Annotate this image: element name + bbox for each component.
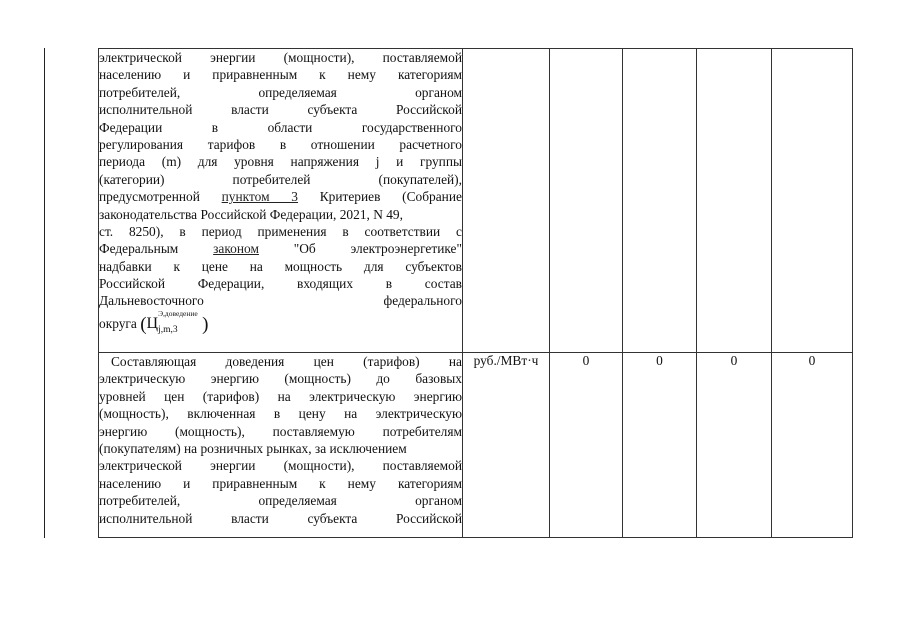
text-line: уровней цен (тарифов) на электрическую энергию	[99, 388, 462, 404]
value-cell: 0	[772, 353, 853, 538]
text-line: ст. 8250), в период применения в соответствии с	[99, 223, 462, 239]
text-line: Дальневосточного федерального	[99, 293, 462, 309]
text-line: надбавки к цене на мощность для субъектов	[99, 258, 462, 274]
formula-superscript: Э,доведение	[158, 308, 198, 318]
text-line	[99, 188, 462, 205]
text-line: периода (m) для уровня напряжения j и группы	[99, 154, 462, 170]
unit-cell	[463, 49, 550, 353]
formula-line	[99, 310, 462, 340]
value-cell	[697, 49, 772, 353]
value-cell	[623, 49, 697, 353]
value-cell: 0	[550, 353, 623, 538]
text-line: исполнительной власти субъекта Российской	[99, 510, 462, 526]
text-line: Федерации в области государственного	[99, 119, 462, 135]
formula-indices	[158, 308, 202, 335]
text-line: Российской Федерации, входящих в состав	[99, 276, 462, 292]
link-zakon[interactable]: законом	[213, 241, 259, 257]
text-line: (покупателям) на розничных рынках, за исключением	[99, 440, 407, 456]
text-line: электрической энергии (мощности), поставляемой	[99, 50, 462, 65]
text-line: (категории) потребителей (покупателей),	[99, 171, 462, 187]
document-table	[98, 48, 853, 538]
text-fragment: округа	[99, 315, 137, 331]
text-line: исполнительной власти субъекта Российской	[99, 102, 462, 118]
formula-paren-close: )	[202, 313, 209, 335]
description-cell	[99, 49, 463, 353]
text-line: населению и приравненным к нему категориям	[99, 475, 462, 491]
link-punkt-3[interactable]: пунктом 3	[221, 189, 298, 205]
formula-paren-open: (	[140, 313, 147, 335]
table-row	[99, 353, 853, 538]
text-fragment: Критериев (Собрание	[319, 189, 462, 205]
value-cell: 0	[697, 353, 772, 538]
unit-cell: руб./МВт·ч	[463, 353, 550, 538]
text-line: законодательства Российской Федерации, 2021, N 49,	[99, 206, 403, 222]
text-line: (мощность), включенная в цену на электрическую	[99, 406, 462, 422]
left-margin-line	[44, 48, 45, 538]
value-cell	[772, 49, 853, 353]
text-line: регулирования тарифов в отношении расчетного	[99, 136, 462, 152]
formula-symbol: Ц	[146, 314, 159, 332]
formula-subscript: j,m,3	[158, 324, 178, 335]
text-fragment: Федеральным	[99, 241, 179, 257]
text-line	[99, 240, 462, 257]
text-line: населению и приравненным к нему категориям	[99, 67, 462, 83]
text-line: Составляющая доведения цен (тарифов) на	[111, 354, 462, 369]
text-line: электрической энергии (мощности), поставляемой	[99, 458, 462, 474]
text-line: энергию (мощность), поставляемую потребителям	[99, 423, 462, 439]
table-row	[99, 49, 853, 353]
value-cell	[550, 49, 623, 353]
text-line: электрическую энергию (мощность) до базовых	[99, 371, 462, 387]
value-cell: 0	[623, 353, 697, 538]
description-cell	[99, 353, 463, 538]
text-line: потребителей, определяемая органом	[99, 84, 462, 100]
text-fragment: "Об электроэнергетике"	[293, 241, 462, 257]
text-line: потребителей, определяемая органом	[99, 493, 462, 509]
text-fragment: предусмотренной	[99, 189, 200, 205]
